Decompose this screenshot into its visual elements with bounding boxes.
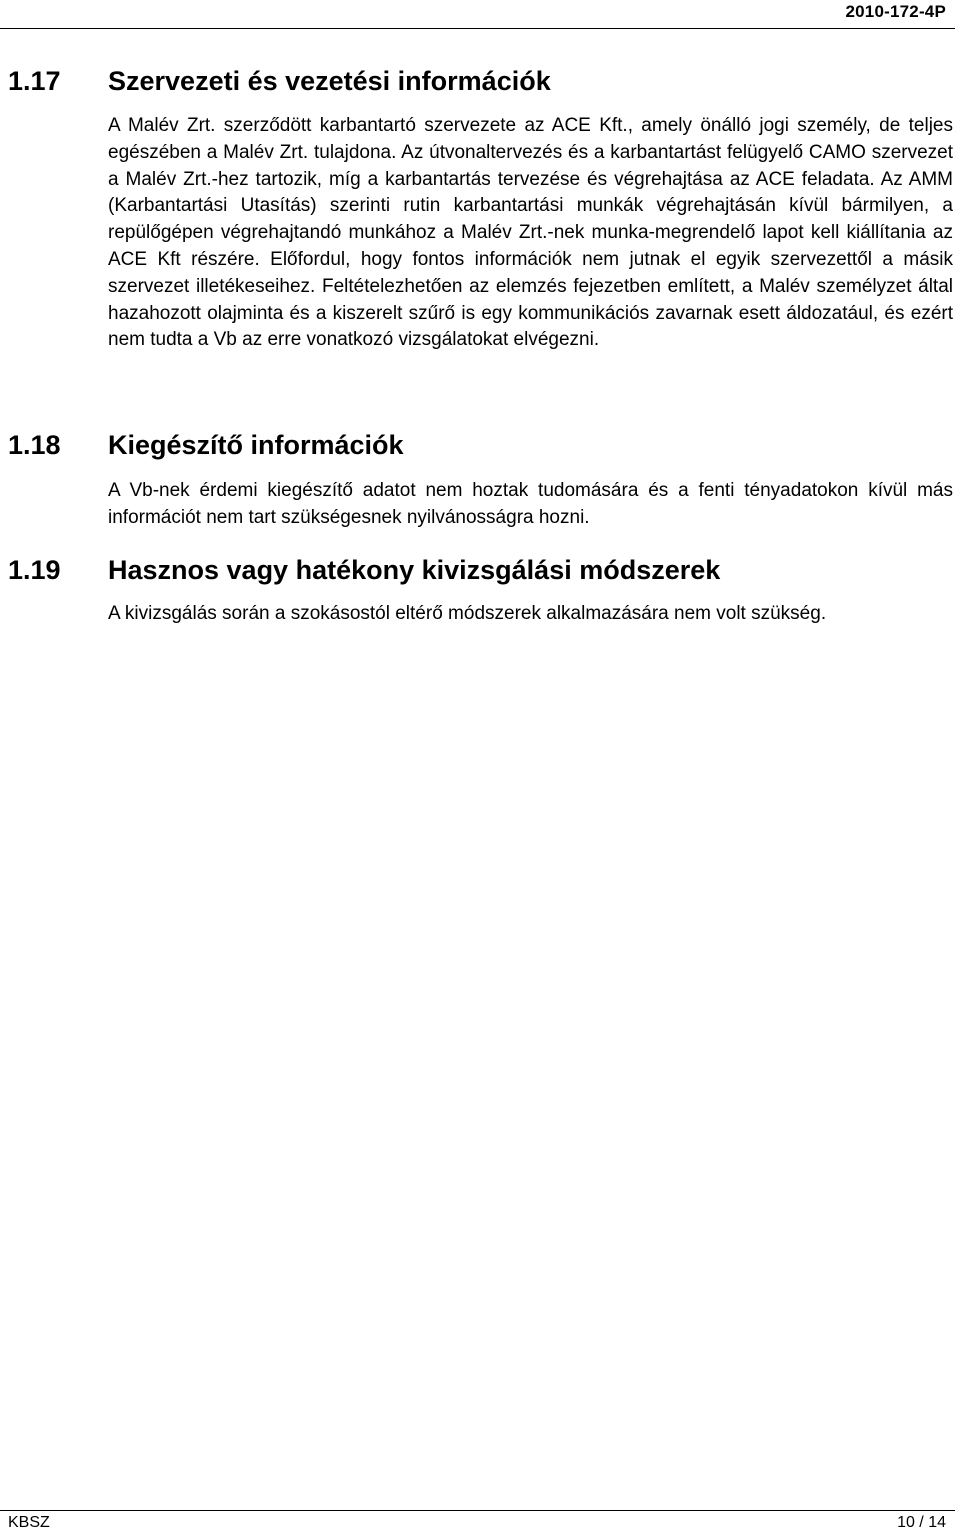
section-1-17-body: A Malév Zrt. szerződött karbantartó szervezete az ACE Kft., amely önálló jogi személy, de teljes egészében a Malév Zrt. tulajdona. Az útvonaltervezés és a karbantartást felügyelő CAMO szervezet a Malév Zrt.-hez tartozik, míg a karbantartás tervezése és végrehajtása az ACE feladata. Az AMM (Karbantartási Utasítás) szerinti rutin karbantartási munkák végrehajtásán kívül bármilyen, a repülőgépen végrehajtandó munkához a Malév Zrt.-nek munka-megrendelő lapot kell kiállítania az ACE Kft részére. Előfordul, hogy fontos információk nem jutnak el egyik szervezettől a másik szervezet illetékeseihez. Feltételezhetően az elemzés fejezetben említett, a Malév személyzet által hazahozott olajminta és a kiszerelt szűrő is egy kommunikációs zavarnak esett áldozatául, és ezért nem tudta a Vb az erre vonatkozó vizsgálatokat elvégezni. <box>108 115 953 351</box>
section-1-19-body: A kivizsgálás során a szokásostól eltérő módszerek alkalmazására nem volt szükség. <box>108 603 827 624</box>
section-1-18-body: A Vb-nek érdemi kiegészítő adatot nem hoztak tudomására és a fenti tényadatokon kívül más információt nem tart szükségesnek nyilvánosságra hozni. <box>108 480 953 528</box>
page-header-code: 2010-172-4P <box>845 2 946 21</box>
header-divider <box>0 28 955 29</box>
footer-org: KBSZ <box>8 1514 50 1531</box>
section-title: Hasznos vagy hatékony kivizsgálási módszerek <box>108 555 721 585</box>
footer-page-number: 10 / 14 <box>897 1514 946 1531</box>
section-title: Kiegészítő információk <box>108 430 404 460</box>
section-title: Szervezeti és vezetési információk <box>108 66 551 96</box>
section-number: 1.18 <box>8 430 61 460</box>
section-number: 1.19 <box>8 555 61 585</box>
section-number: 1.17 <box>8 66 61 96</box>
footer-divider <box>0 1510 955 1511</box>
